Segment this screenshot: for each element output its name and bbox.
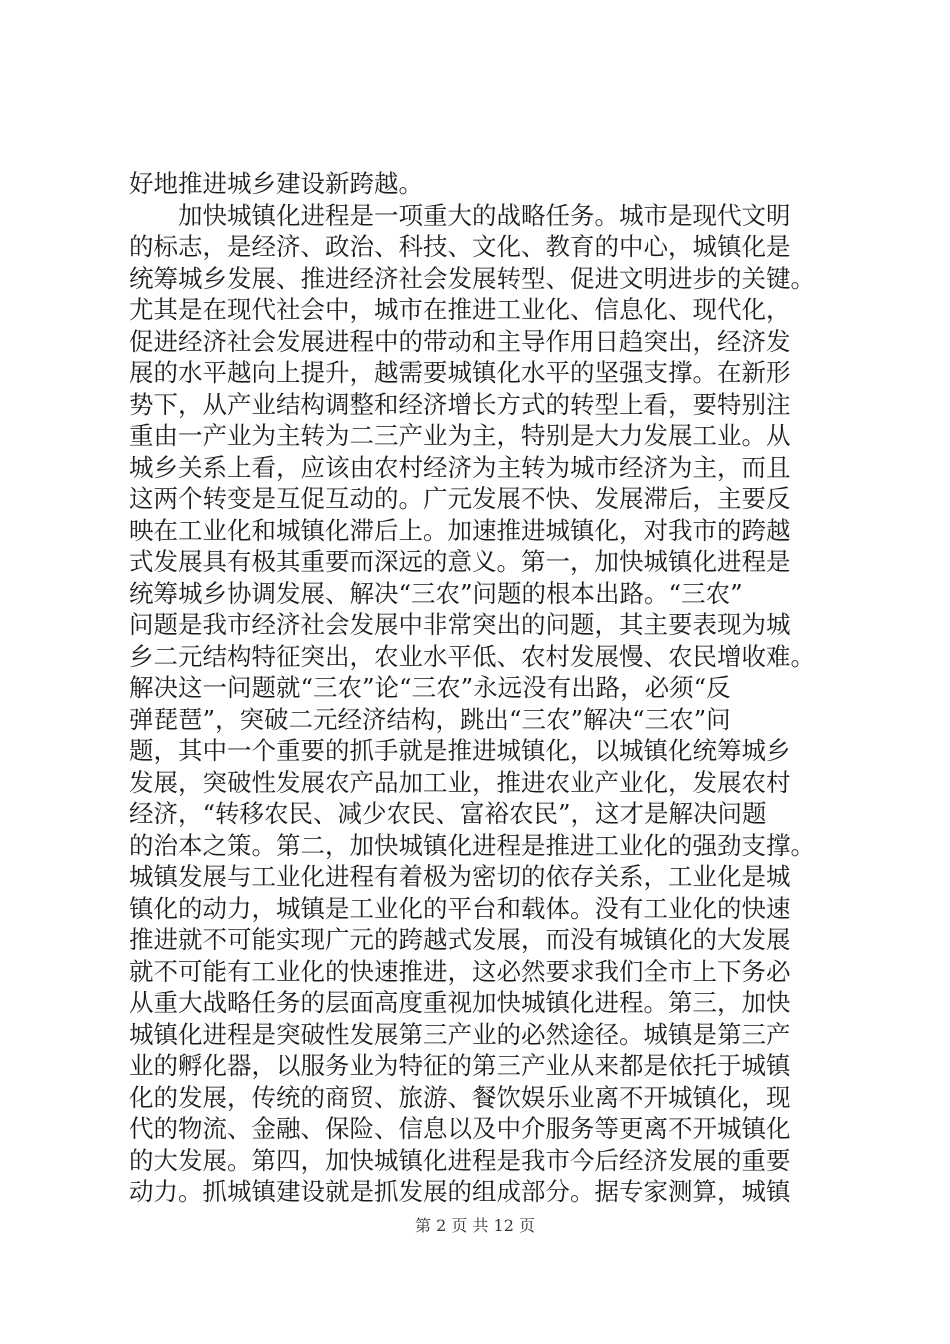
text-line: 城镇发展与工业化进程有着极为密切的依存关系，工业化是城 [129,862,791,891]
text-line: 加快城镇化进程是一项重大的战略任务。城市是现代文明 [129,200,791,230]
text-line: 的治本之策。第二，加快城镇化进程是推进工业化的强劲支撑。 [129,830,815,860]
text-line: 化的发展，传统的商贸、旅游、餐饮娱乐业离不开城镇化，现 [129,1082,791,1112]
text-line: 统筹城乡发展、推进经济社会发展转型、促进文明进步的关键。 [129,263,815,293]
text-line: 式发展具有极其重要而深远的意义。第一，加快城镇化进程是 [129,547,791,576]
text-line: 动力。抓城镇建设就是抓发展的组成部分。据专家测算，城镇 [129,1177,791,1206]
text-line: 展的水平越向上提升，越需要城镇化水平的坚强支撑。在新形 [129,358,791,387]
text-line: 这两个转变是互促互动的。广元发展不快、发展滞后，主要反 [129,484,791,513]
text-line: 的大发展。第四，加快城镇化进程是我市今后经济发展的重要 [129,1145,791,1175]
text-line: 城镇化进程是突破性发展第三产业的必然途径。城镇是第三产 [129,1019,791,1049]
text-line: 的标志，是经济、政治、科技、文化、教育的中心，城镇化是 [129,232,791,261]
text-line: 重由一产业为主转为二三产业为主，特别是大力发展工业。从 [129,421,791,450]
text-line: 从重大战略任务的层面高度重视加快城镇化进程。第三，加快 [129,988,791,1017]
text-line: 题，其中一个重要的抓手就是推进城镇化，以城镇化统筹城乡 [129,736,791,765]
text-line: 促进经济社会发展进程中的带动和主导作用日趋突出，经济发 [129,326,791,356]
text-line: 势下，从产业结构调整和经济增长方式的转型上看，要特别注 [129,389,791,419]
text-line: 推进就不可能实现广元的跨越式发展，而没有城镇化的大发展 [129,925,791,954]
text-line: 问题是我市经济社会发展中非常突出的问题，其主要表现为城 [129,610,791,639]
text-line: 统筹城乡协调发展、解决“三农”问题的根本出路。“三农” [129,578,743,608]
text-line: 代的物流、金融、保险、信息以及中介服务等更离不开城镇化 [129,1114,791,1143]
text-line: 尤其是在现代社会中，城市在推进工业化、信息化、现代化， [129,295,791,324]
text-line: 乡二元结构特征突出，农业水平低、农村发展慢、农民增收难。 [129,641,815,671]
text-line: 经济，“转移农民、减少农民、富裕农民”，这才是解决问题 [129,799,767,828]
text-line: 解决这一问题就“三农”论“三农”永远没有出路，必须“反 [129,673,731,702]
body-text [129,168,849,1208]
text-line: 好地推进城乡建设新跨越。 [129,169,423,198]
page-footer: 第 2 页 共 12 页 [415,1216,535,1235]
text-line: 镇化的动力，城镇是工业化的平台和载体。没有工业化的快速 [129,893,791,923]
text-line: 弹琵琶”，突破二元经济结构，跳出“三农”解决“三农”问 [129,704,731,734]
text-line: 就不可能有工业化的快速推进，这必然要求我们全市上下务必 [129,956,791,986]
text-line: 映在工业化和城镇化滞后上。加速推进城镇化，对我市的跨越 [129,515,791,545]
text-line: 发展，突破性发展农产品加工业，推进农业产业化，发展农村 [129,767,791,797]
text-line: 业的孵化器，以服务业为特征的第三产业从来都是依托于城镇 [129,1051,791,1080]
text-line: 城乡关系上看，应该由农村经济为主转为城市经济为主，而且 [129,452,791,482]
